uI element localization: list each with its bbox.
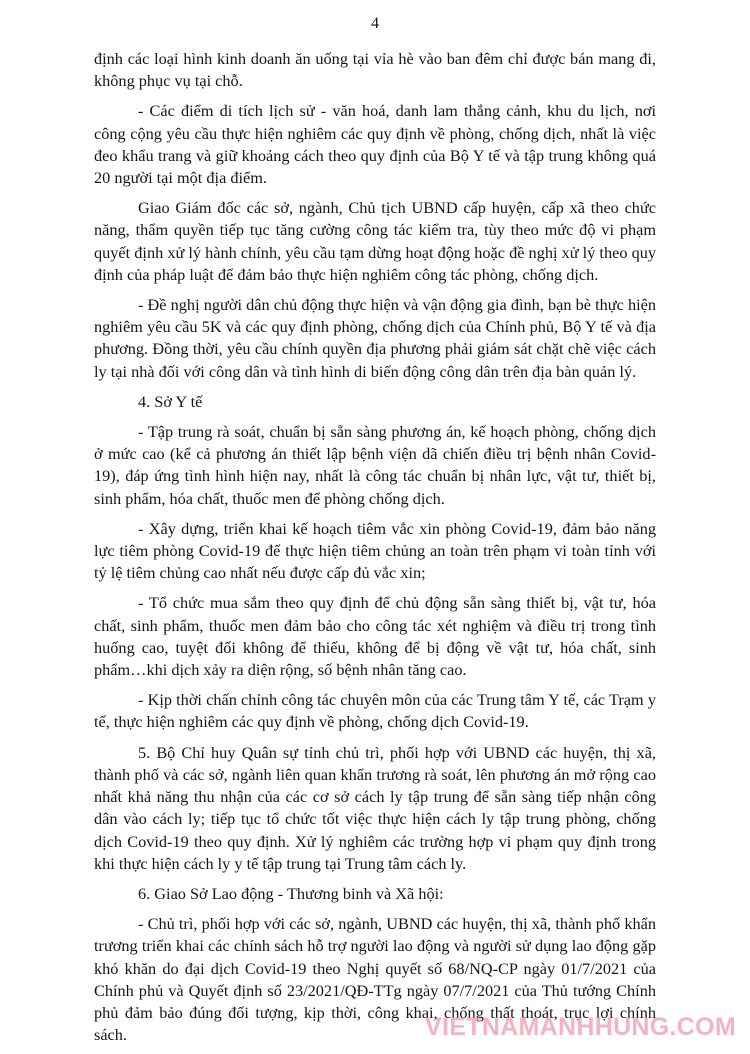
paragraph-vaccination-plan: - Xây dựng, triển khai kế hoạch tiêm vắc xin phòng Covid-19, đảm bảo năng lực tiêm phòng Covid-19 để thực hiện tiêm chủng an toàn trên phạm vi toàn tỉnh với tỷ lệ tiêm chủng cao nhất nếu được cấp đủ vắc xin; [94,518,656,583]
page-number: 4 [371,15,379,32]
paragraph-procurement: - Tổ chức mua sắm theo quy định để chủ động sẵn sàng thiết bị, vật tư, hóa chất, sinh phẩm, thuốc men đảm bảo cho công tác xét nghiệm và điều trị trong tình huống cao, tuyệt đối không để thiếu, không để bị động về vật tư, hóa chất, sinh phẩm…khi dịch xảy ra diện rộng, số bệnh nhân tăng cao. [94,593,656,680]
paragraph-historic-sites: - Các điểm di tích lịch sử - văn hoá, danh lam thắng cảnh, khu du lịch, nơi công cộng yêu cầu thực hiện nghiêm các quy định về phòng, chống dịch, nhất là việc đeo khẩu trang và giữ khoảng cách theo quy định của Bộ Y tế và tập trung không quá 20 người tại một địa điểm. [94,101,656,188]
section-heading-labor-dept: 6. Giao Sở Lao động - Thương binh và Xã hội: [138,883,444,903]
section-heading-health-dept: 4. Sở Y tế [138,391,203,411]
paragraph-rectify-centers: - Kịp thời chấn chỉnh công tác chuyên môn của các Trung tâm Y tế, các Trạm y tế, thực hiện nghiêm các quy định về phòng, chống dịch Covid-19. [94,690,656,732]
paragraph-citizens-5k: - Đề nghị người dân chủ động thực hiện và vận động gia đình, bạn bè thực hiện nghiêm yêu cầu 5K và các quy định phòng, chống dịch của Chính phủ, Bộ Y tế và địa phương. Đồng thời, yêu cầu chính quyền địa phương phải giám sát chặt chẽ việc cách ly tại nhà đối với công dân và tình hình di biến động công dân trên địa bàn quản lý. [94,295,656,381]
paragraph-labor-support: - Chủ trì, phối hợp với các sở, ngành, UBND các huyện, thị xã, thành phố khẩn trương triển khai các chính sách hỗ trợ người lao động và người sử dụng lao động gặp khó khăn do đại dịch Covid-19 theo Nghị quyết số 68/NQ-CP ngày 01/7/2021 của Chính phủ và Quyết định số 23/2021/QĐ-TTg ngày 07/7/2021 của Thủ tướng Chính phủ đảm bảo đúng đối tượng, kịp thời, công khai, chống thất thoát, trục lợi chính sách. [94,914,656,1045]
paragraph-health-review: - Tập trung rà soát, chuẩn bị sẵn sàng phương án, kế hoạch phòng, chống dịch ở mức cao (kể cả phương án thiết lập bệnh viện dã chiến điều trị bệnh nhân Covid-19), đáp ứng tình hình hiện nay, nhất là công tác chuẩn bị nhân lực, vật tư, thiết bị, sinh phẩm, hóa chất, thuốc men để phòng chống dịch. [94,422,656,508]
document-body [94,48,656,1054]
paragraph-assign-directors: Giao Giám đốc các sở, ngành, Chủ tịch UBND cấp huyện, cấp xã theo chức năng, thẩm quyền tiếp tục tăng cường công tác kiểm tra, tùy theo mức độ vi phạm quyết định xử lý hành chính, yêu cầu tạm dừng hoạt động hoặc đề nghị xử lý theo quy định của pháp luật để đảm bảo thực hiện nghiêm công tác phòng, chống dịch. [94,198,656,284]
watermark-logo: VIETNAMANHHUNG.COM [425,1013,736,1041]
paragraph-military-command: 5. Bộ Chỉ huy Quân sự tỉnh chủ trì, phối hợp với UBND các huyện, thị xã, thành phố và các sở, ngành liên quan khẩn trương rà soát, lên phương án mở rộng cao nhất khả năng thu nhận của các cơ sở cách ly tập trung để sẵn sàng tiếp nhận công dân vào cách ly; tiếp tục tổ chức tốt việc thực hiện cách ly tập trung phòng, chống dịch Covid-19 theo quy định. Xử lý nghiêm các trường hợp vi phạm quy định trong khi thực hiện cách ly y tế tập trung tại Trung tâm cách ly. [94,742,656,873]
paragraph-continuation: định các loại hình kinh doanh ăn uống tại vỉa hè vào ban đêm chỉ được bán mang đi, không phục vụ tại chỗ. [94,49,656,91]
